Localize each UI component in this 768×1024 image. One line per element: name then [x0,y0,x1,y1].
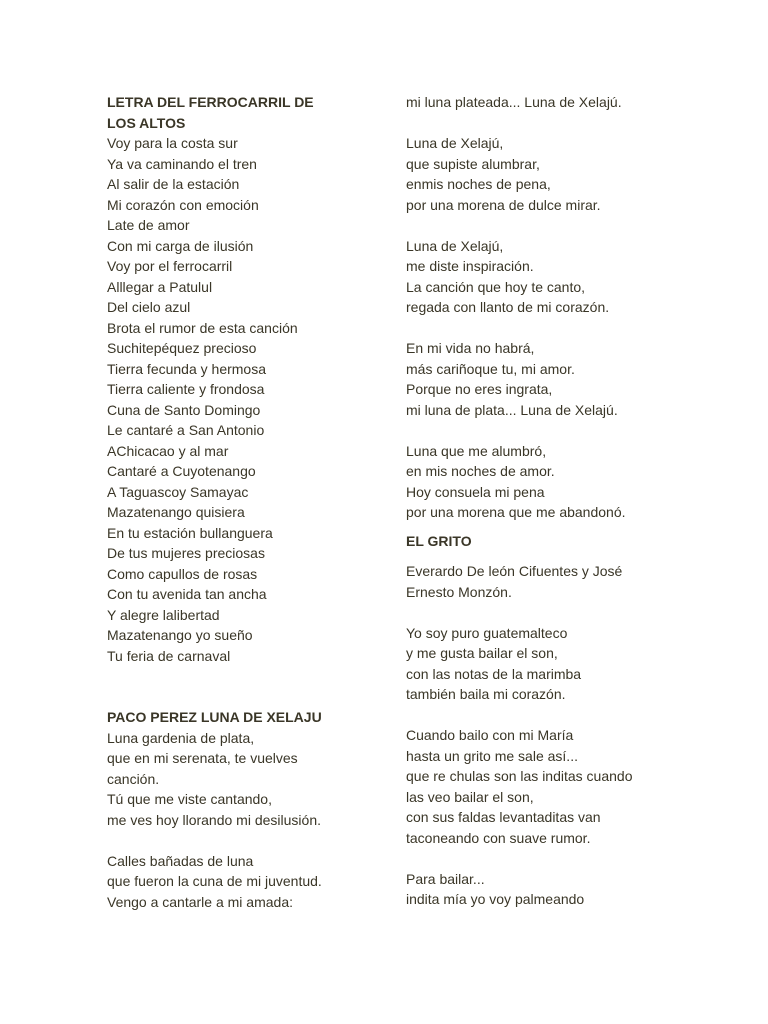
stanza [406,133,706,215]
lyric-line: que fueron la cuna de mi juventud. [107,873,322,889]
lyric-line: Como capullos de rosas [107,565,258,582]
lyric-line: Ya va caminando el tren [107,155,257,172]
lyric-line: taconeando con suave rumor. [406,829,591,846]
lyric-line: que en mi serenata, te vuelves [107,750,298,766]
lyric-line: en mis noches de amor. [406,463,555,479]
lyric-line: mi luna de plata... Luna de Xelajú. [406,401,618,418]
lyric-line: Late de amor [107,217,190,233]
lyric-line: que re chulas son las inditas cuando [406,768,633,784]
lyric-line: Suchitepéquez precioso [107,340,257,356]
stanza [406,869,706,910]
lyric-line: más cariñoque tu, mi amor. [406,360,575,377]
lyric-line: Tú que me viste cantando, [107,791,272,807]
lyric-line: Del cielo azul [107,299,191,315]
stanza-gap [406,318,706,339]
lyric-line: A Taguascoy Samayac [107,483,249,500]
song-authors [406,561,706,602]
stanza-gap [406,420,706,441]
lyric-line: con sus faldas levantaditas van [406,809,601,825]
lyric-line: también baila mi corazón. [406,686,566,702]
lyric-line: Yo soy puro guatemalteco [406,624,568,641]
lyric-line: Brota el rumor de esta canción [107,319,298,336]
song-luna-de-xelaju-continued [406,92,706,523]
song-title-continued: LOS ALTOS [107,114,186,131]
lyric-line: Tierra caliente y frondosa [107,381,265,397]
lyric-line: Calles bañadas de luna [107,852,254,869]
lyric-line: enmis noches de pena, [406,176,551,192]
lyric-line: De tus mujeres preciosas [107,545,265,561]
lyric-line: Mazatenango quisiera [107,504,245,520]
lyric-line: canción. [107,770,160,787]
stanza [107,728,377,831]
stanza [406,441,706,523]
lyric-line: AChicacao y al mar [107,442,229,459]
stanza-gap [406,215,706,236]
lyric-line: Luna que me alumbró, [406,442,547,459]
lyric-line: Cantaré a Cuyotenango [107,463,256,479]
lyric-line: Cuna de Santo Domingo [107,401,261,418]
stanza-gap [107,830,377,851]
stanza [406,338,706,420]
lyric-line: que supiste alumbrar, [406,155,540,172]
lyric-line: Mi corazón con emoción [107,196,259,213]
lyric-line: por una morena que me abandonó. [406,504,626,520]
stanza-gap [406,848,706,869]
lyric-line: Luna de Xelajú, [406,135,504,151]
song-title: PACO PEREZ LUNA DE XELAJU [107,709,322,725]
lyric-line: Vengo a cantarle a mi amada: [107,893,294,910]
lyric-line: Luna de Xelajú, [406,237,504,254]
stanza-gap [406,113,706,134]
lyric-line: me ves hoy llorando mi desilusión. [107,811,321,828]
lyric-line: con las notas de la marimba [406,665,582,682]
lyric-line: En tu estación bullanguera [107,524,273,541]
lyric-line: Voy para la costa sur [107,135,238,151]
song-ferrocarril [107,92,377,666]
stanza [406,236,706,318]
right-column [406,92,706,910]
lyric-line: indita mía yo voy palmeando [406,891,585,907]
lyrics-block [107,133,377,666]
lyric-line: por una morena de dulce mirar. [406,196,601,213]
song-title: EL GRITO [406,532,472,549]
lyric-line: me diste inspiración. [406,258,534,274]
song-el-grito [406,531,706,910]
lyric-line: Mazatenango yo sueño [107,627,253,643]
lyric-line: hasta un grito me sale así... [406,747,578,764]
lyric-line: En mi vida no habrá, [406,340,535,356]
lyric-line: La canción que hoy te canto, [406,278,586,295]
lyric-line: Con mi carga de ilusión [107,237,254,254]
lyric-line: Ernesto Monzón. [406,583,512,600]
lyric-line: Everardo De león Cifuentes y José [406,563,623,579]
lyric-line: Hoy consuela mi pena [406,483,545,500]
stanza [107,851,377,913]
lyric-line: Y alegre lalibertad [107,606,220,623]
stanza-gap [406,602,706,623]
lyric-line: Para bailar... [406,870,485,887]
stanza [406,725,706,848]
stanza [406,623,706,705]
song-luna-de-xelaju [107,707,377,912]
lyric-line: Le cantaré a San Antonio [107,422,265,438]
stanza-gap [406,705,706,726]
lyric-line: Al salir de la estación [107,176,240,192]
stanza [406,92,706,113]
left-column [107,92,377,912]
lyric-line: mi luna plateada... Luna de Xelajú. [406,94,622,110]
song-title: LETRA DEL FERROCARRIL DE [107,94,314,110]
lyric-line: Alllegar a Patulul [107,278,213,295]
lyric-line: Tu feria de carnaval [107,647,231,664]
lyric-line: Cuando bailo con mi María [406,727,574,743]
lyric-line: Tierra fecunda y hermosa [107,360,266,377]
lyric-line: regada con llanto de mi corazón. [406,299,610,315]
lyric-line: Porque no eres ingrata, [406,381,553,397]
section-gap [107,666,377,707]
lyric-line: Luna gardenia de plata, [107,729,255,746]
lyric-line: las veo bailar el son, [406,788,534,805]
lyric-line: Con tu avenida tan ancha [107,586,267,602]
lyric-line: Voy por el ferrocarril [107,258,233,274]
lyric-line: y me gusta bailar el son, [406,645,558,661]
